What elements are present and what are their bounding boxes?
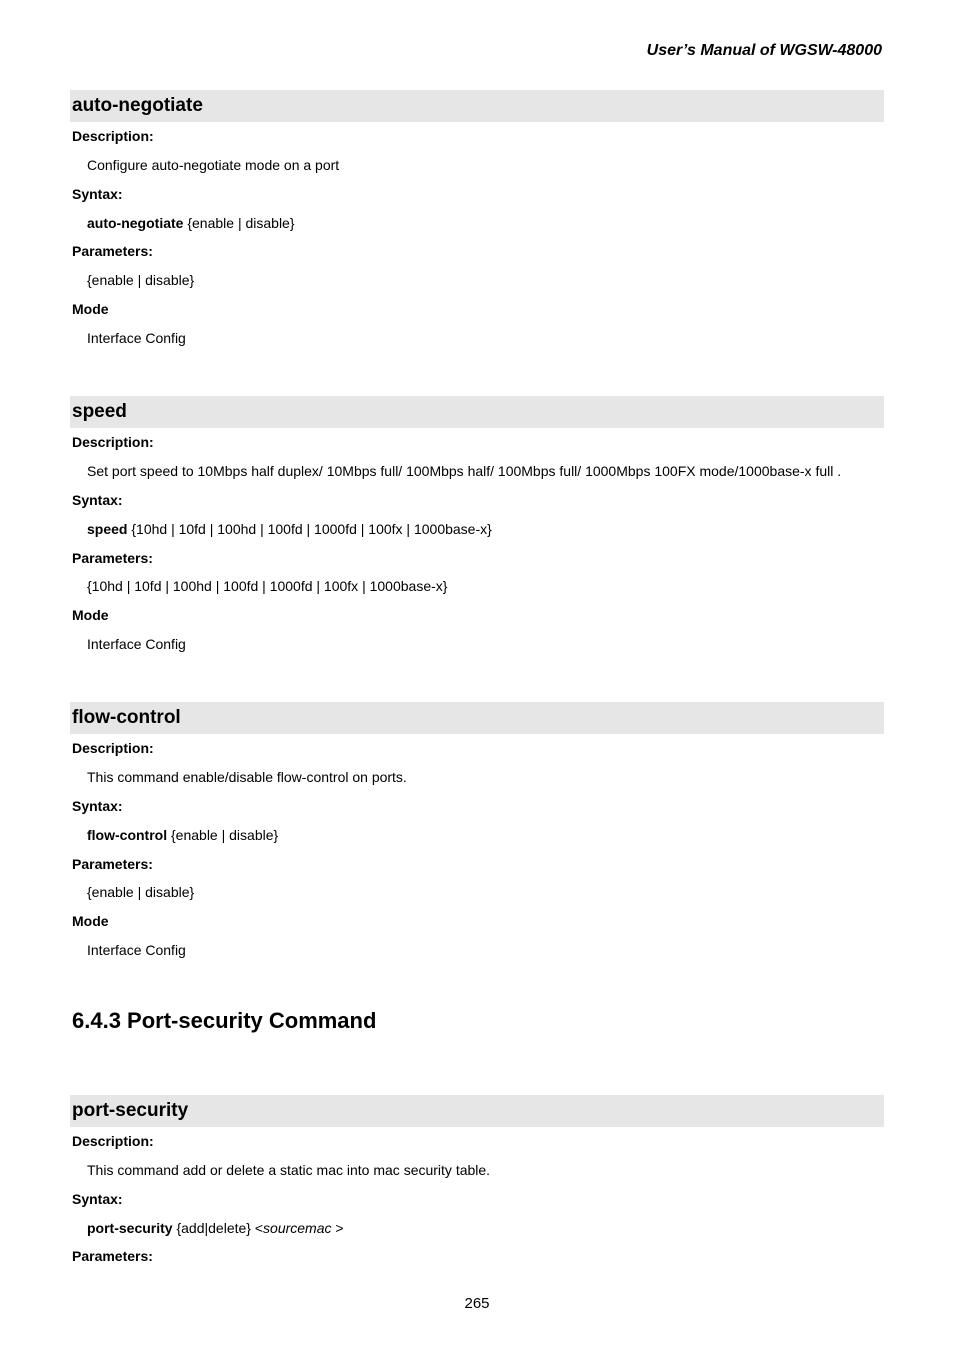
syntax-parameter: sourcemac [263, 1220, 332, 1236]
mode-label: Mode [72, 607, 109, 623]
parameters-text: {enable | disable} [87, 884, 195, 900]
syntax-text [87, 521, 492, 537]
syntax-command: port-security [87, 1220, 173, 1236]
syntax-command: flow-control [87, 827, 168, 843]
syntax-arguments: {add|delete} < [172, 1220, 264, 1236]
syntax-label: Syntax: [72, 798, 123, 814]
command-title: port-security [72, 1100, 189, 1121]
description-label: Description: [72, 128, 154, 144]
command-title: flow-control [72, 707, 181, 728]
syntax-command: speed [87, 521, 128, 537]
syntax-command: auto-negotiate [87, 215, 184, 231]
syntax-arguments: {10hd | 10fd | 100hd | 100fd | 1000fd | 100fx | 1000base-x} [127, 521, 492, 537]
description-label: Description: [72, 434, 154, 450]
mode-label: Mode [72, 913, 109, 929]
description-text: Set port speed to 10Mbps half duplex/ 10Mbps full/ 100Mbps half/ 100Mbps full/ 1000Mbps 100FX mode/1000base-x full . [87, 463, 842, 479]
command-title-bar [70, 1095, 884, 1127]
description-label: Description: [72, 740, 154, 756]
parameters-text: {enable | disable} [87, 272, 195, 288]
syntax-arguments: {enable | disable} [183, 215, 295, 231]
description-label: Description: [72, 1133, 154, 1149]
description-text: This command enable/disable flow-control on ports. [87, 769, 407, 785]
command-title-bar [70, 90, 884, 122]
command-title-bar [70, 396, 884, 428]
page-header-title: User’s Manual of WGSW-48000 [646, 42, 882, 59]
syntax-label: Syntax: [72, 1191, 123, 1207]
syntax-end: > [331, 1220, 344, 1236]
parameters-label: Parameters: [72, 856, 153, 872]
parameters-label: Parameters: [72, 243, 153, 259]
syntax-label: Syntax: [72, 492, 123, 508]
syntax-text [87, 827, 278, 843]
parameters-label: Parameters: [72, 550, 153, 566]
description-text: Configure auto-negotiate mode on a port [87, 157, 340, 173]
command-title-bar [70, 702, 884, 734]
description-text: This command add or delete a static mac into mac security table. [87, 1162, 491, 1178]
section-heading: 6.4.3 Port-security Command [72, 1008, 377, 1033]
command-title: auto-negotiate [72, 95, 203, 116]
parameters-text: {10hd | 10fd | 100hd | 100fd | 1000fd | 100fx | 1000base-x} [87, 578, 448, 594]
syntax-text [87, 1220, 344, 1236]
mode-text: Interface Config [87, 636, 186, 652]
mode-text: Interface Config [87, 942, 186, 958]
syntax-text [87, 215, 295, 231]
page-number: 265 [464, 1295, 490, 1312]
parameters-label: Parameters: [72, 1248, 153, 1264]
mode-label: Mode [72, 301, 109, 317]
syntax-label: Syntax: [72, 186, 123, 202]
command-title: speed [72, 401, 127, 422]
mode-text: Interface Config [87, 330, 186, 346]
syntax-arguments: {enable | disable} [167, 827, 279, 843]
